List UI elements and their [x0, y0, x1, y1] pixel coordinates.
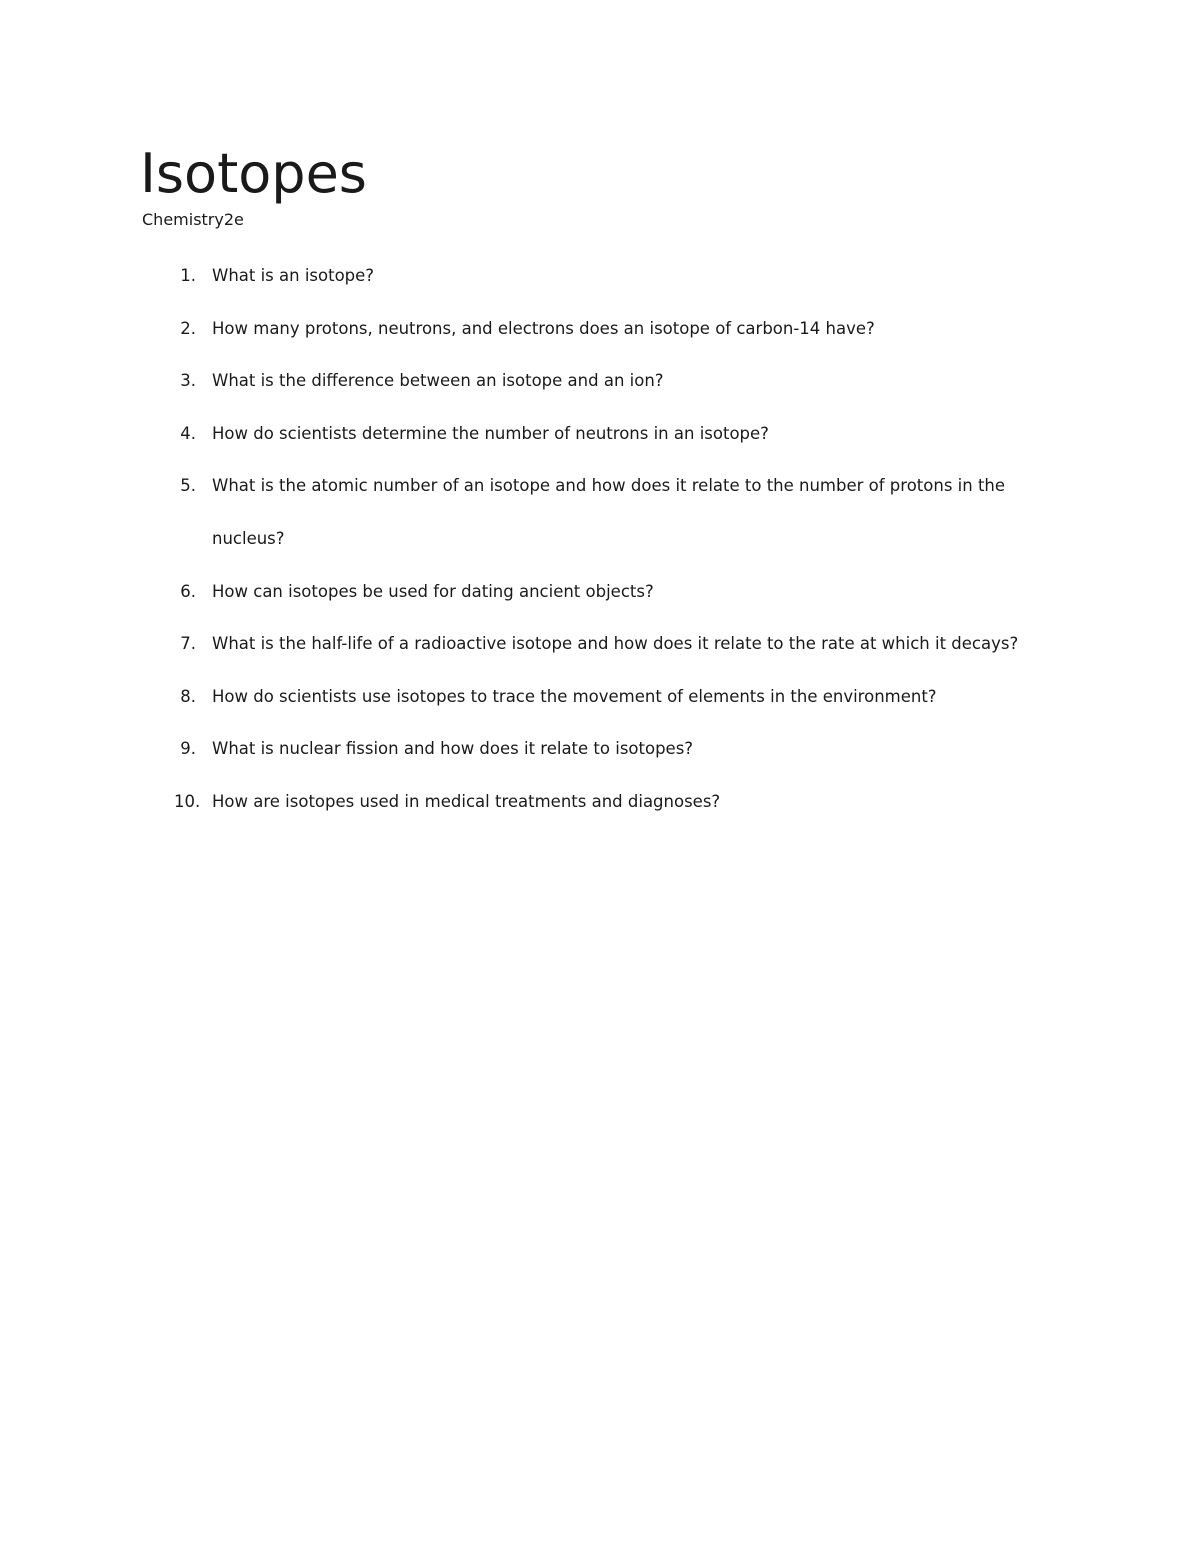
question-item: [140, 566, 1060, 619]
question-number: 9.: [180, 739, 196, 759]
question-text: How can isotopes be used for dating ancient objects?: [212, 581, 654, 601]
question-number: 3.: [180, 371, 196, 391]
question-item: [140, 408, 1060, 461]
question-text: What is nuclear fission and how does it relate to isotopes?: [212, 739, 694, 759]
document-title: Isotopes: [140, 142, 367, 205]
question-number: 4.: [180, 423, 196, 443]
question-item: [140, 723, 1060, 776]
question-item: [140, 776, 1060, 829]
question-number: 5.: [180, 476, 196, 496]
question-text: How do scientists determine the number of neutrons in an isotope?: [212, 423, 769, 443]
question-item: [140, 250, 1060, 303]
question-text: How do scientists use isotopes to trace the movement of elements in the environment?: [212, 686, 937, 706]
question-item: [140, 355, 1060, 408]
question-number: 2.: [180, 318, 196, 338]
document-subtitle: Chemistry2e: [142, 210, 244, 229]
question-text: What is the difference between an isotope and an ion?: [212, 371, 664, 391]
question-text: How many protons, neutrons, and electrons does an isotope of carbon-14 have?: [212, 318, 875, 338]
question-number: 1.: [180, 266, 196, 285]
question-text: How are isotopes used in medical treatments and diagnoses?: [212, 791, 721, 811]
question-text: What is the half-life of a radioactive isotope and how does it relate to the rate at which it decays?: [212, 634, 1019, 654]
question-number: 8.: [180, 686, 196, 706]
question-list: [140, 250, 1060, 829]
question-item: [140, 303, 1060, 356]
question-number: 6.: [180, 581, 196, 601]
question-text: What is an isotope?: [212, 266, 375, 285]
question-number: 10.: [174, 791, 201, 811]
question-text: What is the atomic number of an isotope and how does it relate to the number of protons in the nucleus?: [212, 476, 1006, 548]
question-item: [140, 618, 1060, 671]
question-item: [140, 460, 1060, 565]
question-number: 7.: [180, 634, 196, 654]
question-item: [140, 671, 1060, 724]
